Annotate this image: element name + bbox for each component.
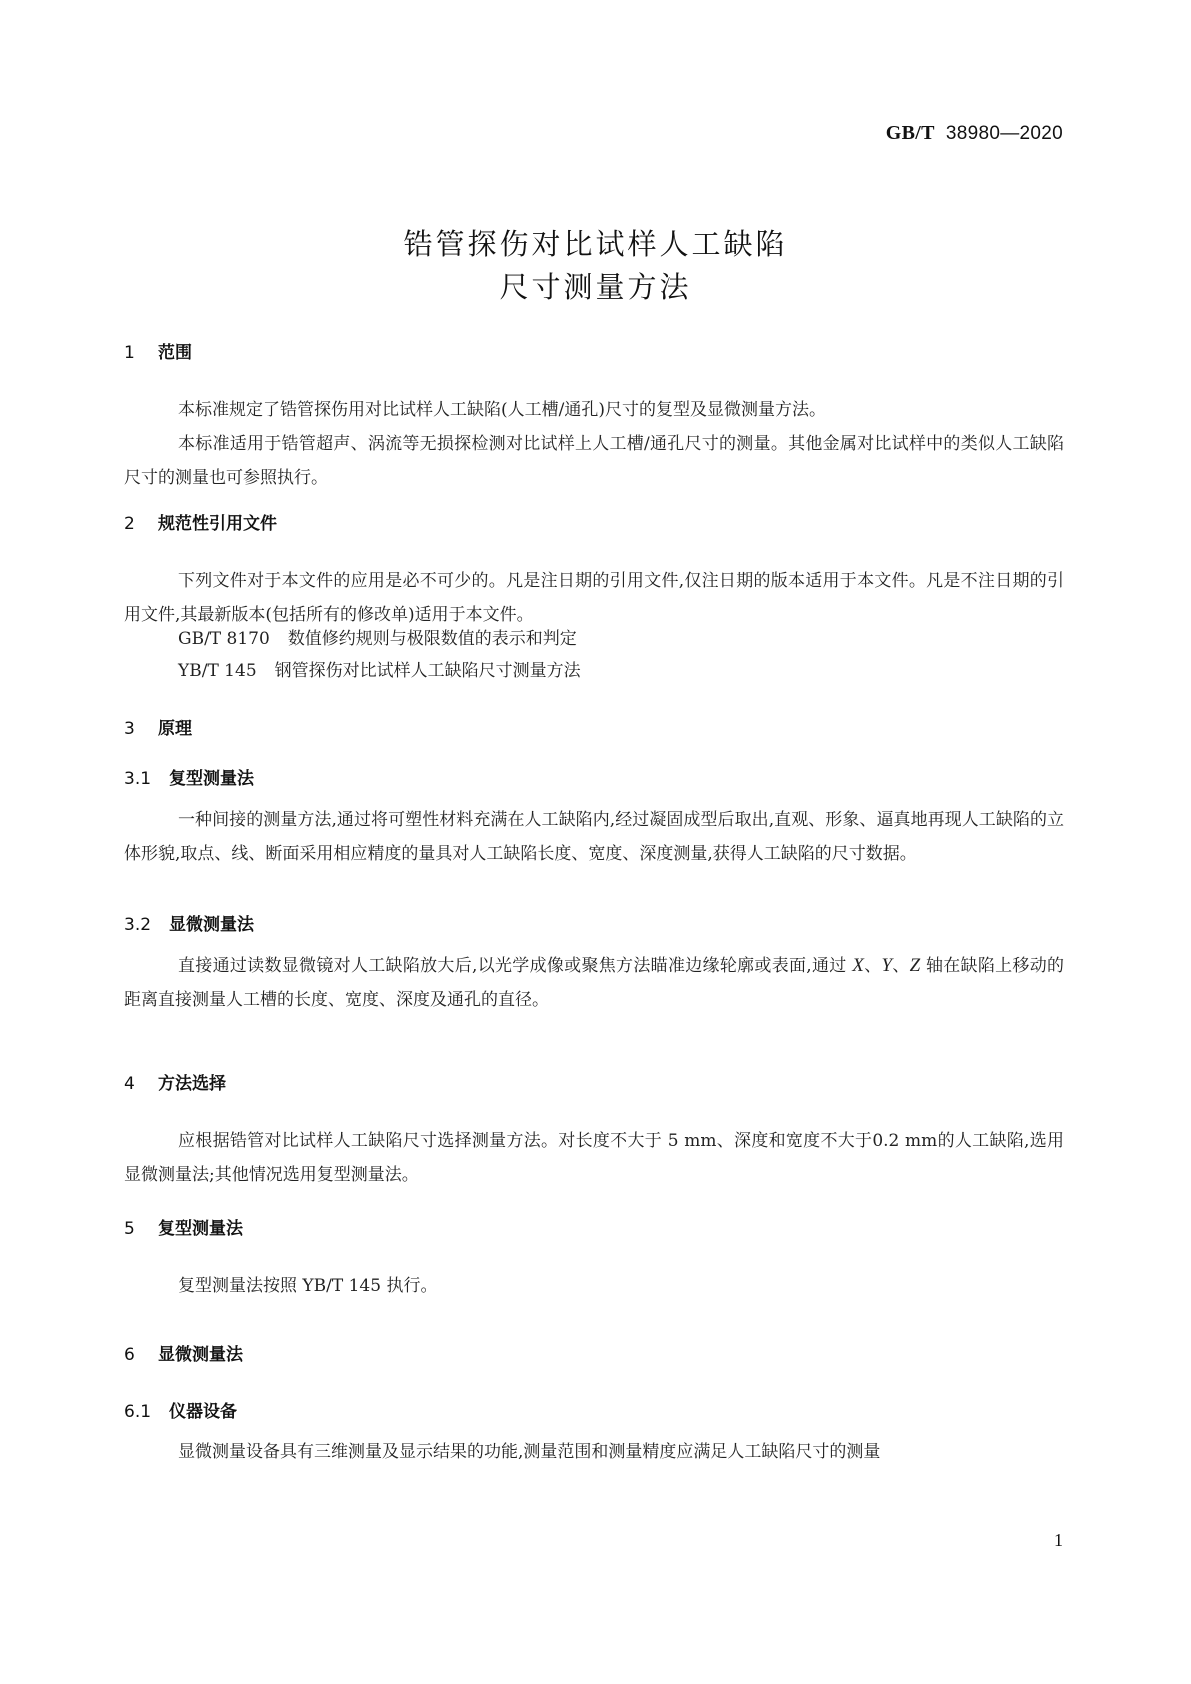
section-number: 4 bbox=[124, 1074, 135, 1094]
section-number: 2 bbox=[124, 514, 135, 534]
axis-y-variable: Y bbox=[881, 955, 893, 976]
section-3-2-heading bbox=[124, 910, 254, 935]
section-4-heading bbox=[124, 1069, 226, 1094]
section-2-paragraph-1: 下列文件对于本文件的应用是必不可少的。凡是注日期的引用文件,仅注日期的版本适用于本文件。凡是不注日期的引用文件,其最新版本(包括所有的修改单)适用于本文件。 bbox=[124, 571, 1064, 625]
axis-x-variable: X bbox=[852, 955, 864, 976]
reference-code: GB/T 8170 bbox=[178, 629, 270, 649]
reference-code: YB/T 145 bbox=[178, 661, 257, 681]
section-title: 方法选择 bbox=[158, 1074, 226, 1094]
separator: 、 bbox=[863, 956, 882, 976]
section-2-heading bbox=[124, 509, 277, 534]
section-number: 3 bbox=[124, 719, 135, 739]
paragraph-text: 直接通过读数显微镜对人工缺陷放大后,以光学成像或聚焦方法瞄准边缘轮廓或表面,通过 bbox=[178, 956, 853, 976]
reference-title: 钢管探伤对比试样人工缺陷尺寸测量方法 bbox=[274, 661, 581, 681]
reference-title: 数值修约规则与极限数值的表示和判定 bbox=[287, 629, 577, 649]
section-number: 6.1 bbox=[124, 1402, 152, 1422]
standard-code bbox=[886, 122, 1063, 145]
section-title: 范围 bbox=[158, 343, 192, 363]
normative-reference bbox=[178, 624, 577, 649]
document-title-line1: 锆管探伤对比试样人工缺陷 bbox=[403, 227, 788, 261]
section-4-paragraph: 应根据锆管对比试样人工缺陷尺寸选择测量方法。对长度不大于 5 mm、深度和宽度不大于0.2 mm的人工缺陷,选用显微测量法;其他情况选用复型测量法。 bbox=[124, 1131, 1064, 1185]
section-6-1-heading bbox=[124, 1397, 237, 1422]
document-title-line2: 尺寸测量方法 bbox=[499, 270, 692, 304]
section-number: 6 bbox=[124, 1345, 135, 1365]
page-number: 1 bbox=[1054, 1530, 1063, 1550]
section-number: 5 bbox=[124, 1219, 135, 1239]
section-title: 复型测量法 bbox=[158, 1219, 243, 1239]
section-3-1-heading bbox=[124, 764, 254, 789]
section-1-paragraph-2: 本标准适用于锆管超声、涡流等无损探检测对比试样上人工槽/通孔尺寸的测量。其他金属对比试样中的类似人工缺陷尺寸的测量也可参照执行。 bbox=[124, 434, 1064, 488]
separator: 、 bbox=[892, 956, 910, 976]
paragraph-text: 轴在缺陷上移动的距离直接测量人工槽的长度、宽度、深度及通孔的直径。 bbox=[124, 956, 1065, 1010]
section-title: 显微测量法 bbox=[158, 1345, 243, 1365]
section-5-heading bbox=[124, 1214, 243, 1239]
section-title: 规范性引用文件 bbox=[158, 514, 277, 534]
standard-number: 38980—2020 bbox=[945, 123, 1063, 144]
section-1-paragraph-1: 本标准规定了锆管探伤用对比试样人工缺陷(人工槽/通孔)尺寸的复型及显微测量方法。 bbox=[178, 400, 826, 420]
section-5-paragraph: 复型测量法按照 YB/T 145 执行。 bbox=[178, 1276, 438, 1296]
normative-reference bbox=[178, 656, 581, 681]
section-title: 仪器设备 bbox=[169, 1402, 237, 1422]
section-title: 原理 bbox=[158, 719, 192, 739]
section-number: 3.2 bbox=[124, 915, 152, 935]
section-1-heading bbox=[124, 338, 192, 363]
section-title: 复型测量法 bbox=[169, 769, 254, 789]
section-6-1-paragraph: 显微测量设备具有三维测量及显示结果的功能,测量范围和测量精度应满足人工缺陷尺寸的测量 bbox=[178, 1442, 881, 1462]
section-3-2-paragraph bbox=[124, 949, 1064, 1017]
standard-prefix: GB/T bbox=[885, 122, 935, 144]
section-3-heading bbox=[124, 714, 192, 739]
section-number: 1 bbox=[124, 343, 135, 363]
axis-z-variable: Z bbox=[909, 955, 921, 976]
section-number: 3.1 bbox=[124, 769, 152, 789]
section-3-1-paragraph: 一种间接的测量方法,通过将可塑性材料充满在人工缺陷内,经过凝固成型后取出,直观、形象、逼真地再现人工缺陷的立体形貌,取点、线、断面采用相应精度的量具对人工缺陷长度、宽度、深度测量,获得人工缺陷的尺寸数据。 bbox=[124, 810, 1064, 864]
section-6-heading bbox=[124, 1340, 243, 1365]
section-title: 显微测量法 bbox=[169, 915, 254, 935]
